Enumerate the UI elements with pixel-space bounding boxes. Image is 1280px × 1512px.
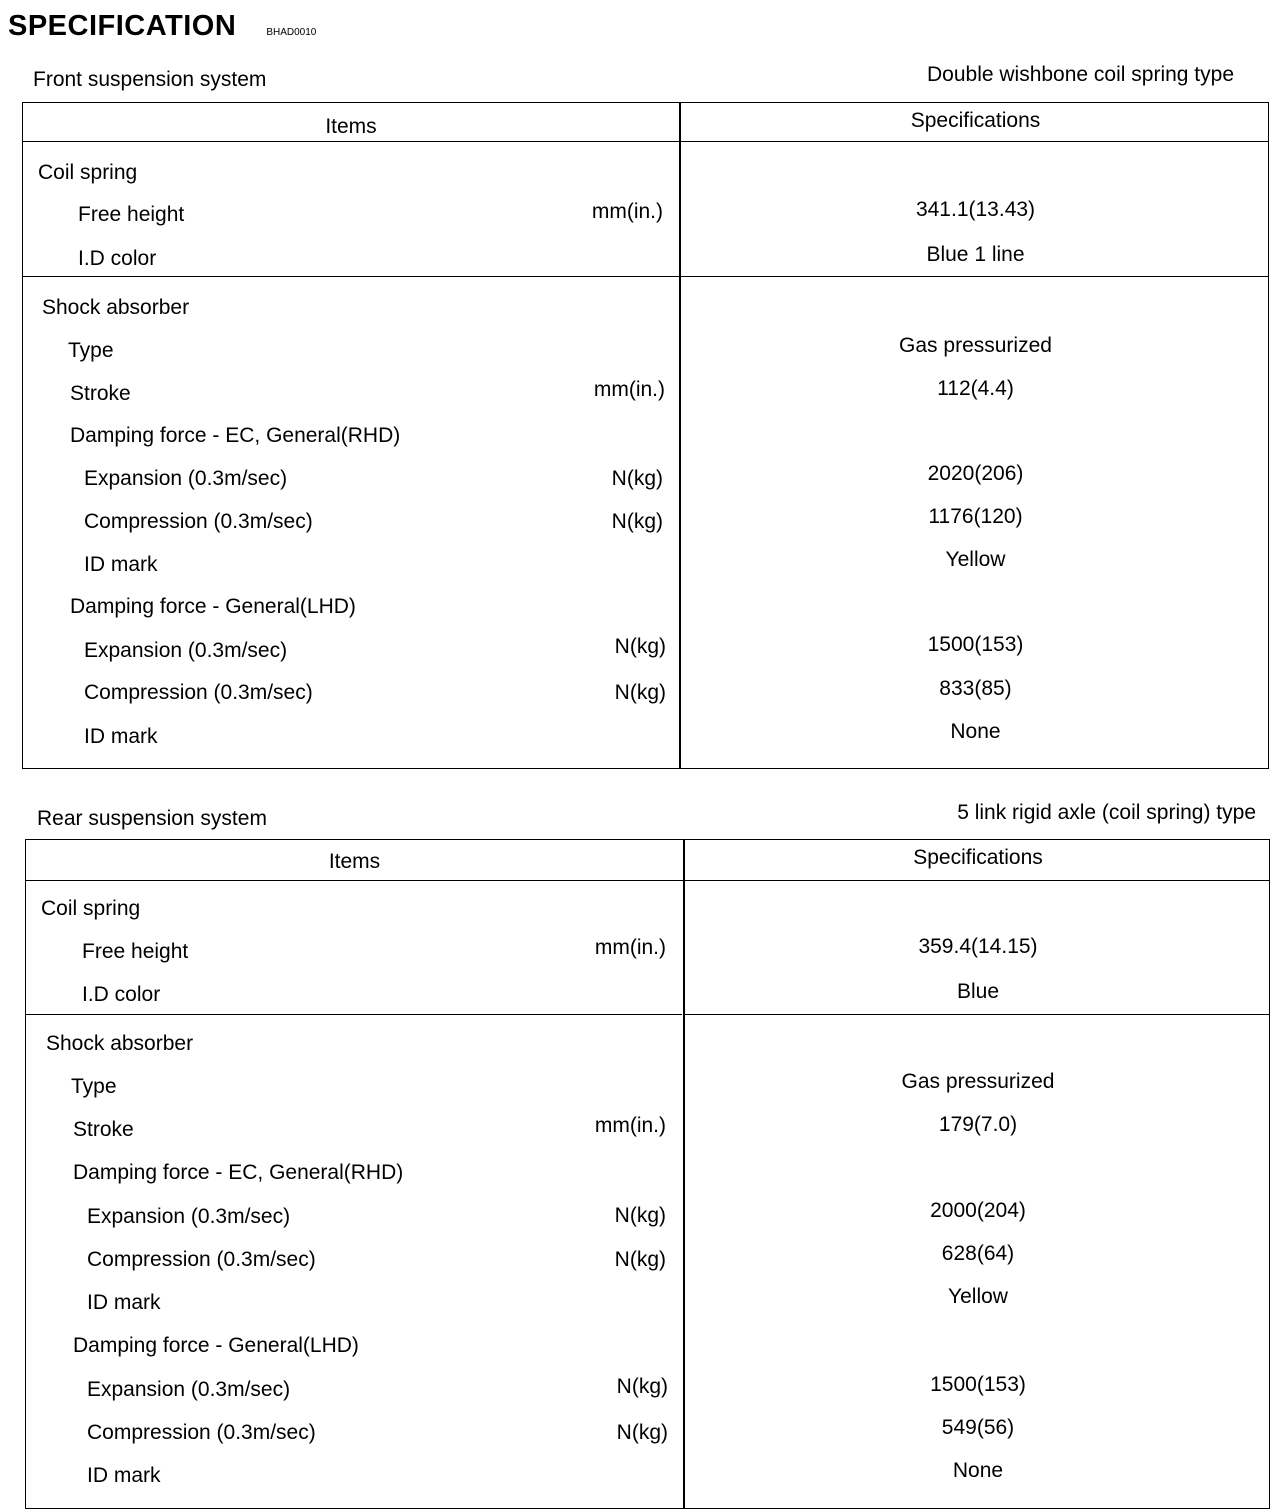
row-item-free-height: Free height	[82, 940, 189, 963]
rear-section-type: 5 link rigid axle (coil spring) type	[957, 801, 1256, 824]
row-value-id-color: Blue	[956, 980, 1000, 1003]
row-value-compression: 549(56)	[941, 1416, 1015, 1439]
row-item-expansion: Expansion (0.3m/sec)	[87, 1378, 291, 1401]
row-item-damping-ec: Damping force - EC, General(RHD)	[73, 1161, 404, 1184]
row-item-damping-general: Damping force - General(LHD)	[70, 595, 356, 618]
row-value-compression: 833(85)	[939, 677, 1012, 700]
row-unit-compression: N(kg)	[614, 681, 666, 704]
row-value-id-color: Blue 1 line	[926, 243, 1025, 266]
row-unit-compression: N(kg)	[614, 1248, 666, 1271]
row-unit-stroke: mm(in.)	[593, 378, 665, 401]
specifications-header: Specifications	[910, 109, 1041, 132]
row-item-damping-ec: Damping force - EC, General(RHD)	[70, 424, 401, 447]
group-divider	[26, 1014, 682, 1015]
row-item-shock-absorber: Shock absorber	[46, 1032, 194, 1055]
row-item-id-color: I.D color	[78, 247, 157, 270]
front-spec-table	[22, 102, 1269, 769]
row-item-id-color: I.D color	[82, 983, 161, 1006]
row-value-expansion: 2000(204)	[930, 1199, 1026, 1222]
front-section-type: Double wishbone coil spring type	[926, 63, 1234, 86]
group-divider	[23, 276, 679, 277]
group-divider	[680, 276, 1268, 277]
row-item-compression: Compression (0.3m/sec)	[84, 681, 313, 704]
group-divider	[684, 1014, 1269, 1015]
row-item-id-mark: ID mark	[84, 725, 158, 748]
items-header: Items	[328, 850, 381, 873]
row-item-stroke: Stroke	[70, 382, 131, 405]
row-unit-expansion: N(kg)	[614, 635, 666, 658]
row-unit-expansion: N(kg)	[614, 1204, 666, 1227]
row-value-id-mark: None	[952, 1459, 1004, 1482]
row-item-type: Type	[71, 1075, 117, 1098]
row-unit-free-height: mm(in.)	[591, 200, 663, 223]
row-value-compression: 628(64)	[941, 1242, 1015, 1265]
row-unit-stroke: mm(in.)	[594, 1114, 666, 1137]
row-value-expansion: 1500(153)	[927, 633, 1024, 656]
row-item-compression: Compression (0.3m/sec)	[84, 510, 313, 533]
row-value-type: Gas pressurized	[901, 1070, 1055, 1093]
row-item-stroke: Stroke	[73, 1118, 134, 1141]
header-divider	[23, 141, 1268, 142]
row-value-compression: 1176(120)	[928, 505, 1023, 528]
row-item-compression: Compression (0.3m/sec)	[87, 1421, 316, 1444]
row-item-expansion: Expansion (0.3m/sec)	[87, 1205, 291, 1228]
row-item-expansion: Expansion (0.3m/sec)	[84, 467, 288, 490]
rear-spec-table	[25, 839, 1270, 1509]
row-item-id-mark: ID mark	[87, 1464, 161, 1487]
row-value-type: Gas pressurized	[899, 334, 1052, 357]
row-item-expansion: Expansion (0.3m/sec)	[84, 639, 288, 662]
row-item-type: Type	[68, 339, 114, 362]
row-value-stroke: 179(7.0)	[938, 1113, 1018, 1136]
row-item-id-mark: ID mark	[84, 553, 158, 576]
row-item-id-mark: ID mark	[87, 1291, 161, 1314]
row-item-shock-absorber: Shock absorber	[42, 296, 190, 319]
header-divider	[26, 880, 1269, 881]
items-header: Items	[325, 115, 377, 138]
row-unit-compression: N(kg)	[611, 510, 663, 533]
specifications-header: Specifications	[913, 846, 1043, 869]
row-item-damping-general: Damping force - General(LHD)	[73, 1334, 359, 1357]
row-value-expansion: 2020(206)	[927, 462, 1024, 485]
row-item-compression: Compression (0.3m/sec)	[87, 1248, 316, 1271]
row-value-id-mark: Yellow	[948, 1285, 1008, 1308]
row-item-coil-spring: Coil spring	[41, 897, 141, 920]
page-title: SPECIFICATION	[8, 10, 237, 42]
row-unit-expansion: N(kg)	[616, 1375, 668, 1398]
row-value-expansion: 1500(153)	[930, 1373, 1026, 1396]
row-item-free-height: Free height	[78, 203, 185, 226]
row-item-coil-spring: Coil spring	[38, 161, 138, 184]
row-value-id-mark: Yellow	[945, 548, 1006, 571]
page-code: BHAD0010	[266, 27, 317, 38]
row-value-id-mark: None	[950, 720, 1001, 743]
row-unit-compression: N(kg)	[616, 1421, 668, 1444]
row-unit-expansion: N(kg)	[611, 467, 663, 490]
row-value-free-height: 359.4(14.15)	[918, 935, 1038, 958]
row-unit-free-height: mm(in.)	[594, 936, 666, 959]
front-section-label: Front suspension system	[33, 68, 267, 91]
page-heading	[8, 10, 316, 43]
rear-section-label: Rear suspension system	[37, 807, 267, 830]
row-value-stroke: 112(4.4)	[937, 377, 1014, 400]
row-value-free-height: 341.1(13.43)	[915, 198, 1036, 221]
